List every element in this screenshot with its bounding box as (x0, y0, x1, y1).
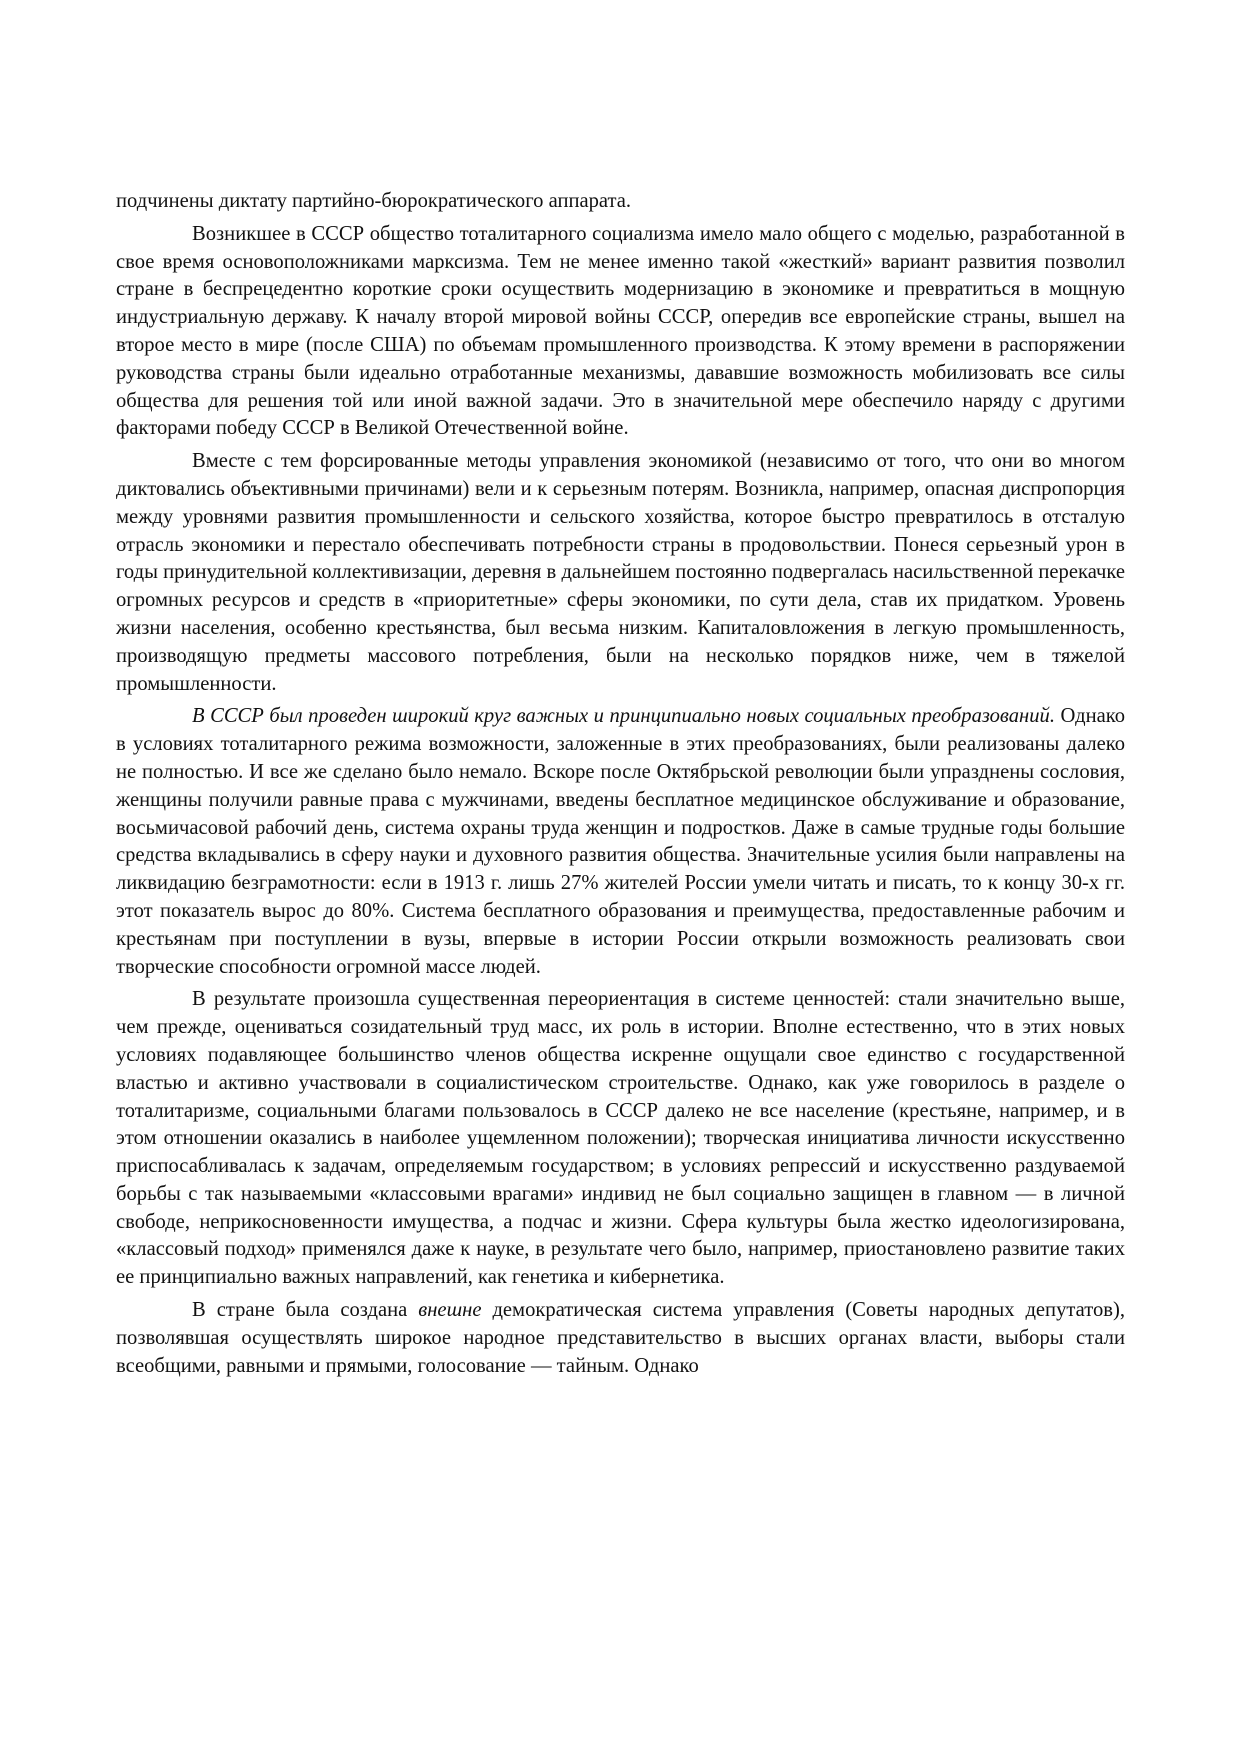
paragraph-text: Вместе с тем форсированные методы управления экономикой (независимо от того, что они во многом диктовались объективными причинами) вели и к серьезным потерям. Возникла, например, опасная диспропорция между уровнями развития промышленности и сельского хозяйства, которое быстро превратилось в отсталую отрасль экономики и перестало обеспечивать потребности страны в продовольствии. Понеся серьезный урон в годы принудительной коллективизации, деревня в дальнейшем постоянно подвергалась насильственной перекачке огромных ресурсов и средств в «приоритетные» сферы экономики, по сути дела, став их придатком. Уровень жизни населения, особенно крестьянства, был весьма низким. Капиталовложения в легкую промышленность, производящую предметы массового потребления, были на несколько порядков ниже, чем в тяжелой промышленности. (116, 450, 1125, 695)
paragraph-text: Возникшее в СССР общество тоталитарного социализма имело мало общего с моделью, разработанной в свое время основоположниками марксизма. Тем не менее именно такой «жесткий» вариант развития позволил стране в беспрецедентно короткие сроки осуществить модернизацию в экономике и превратиться в мощную индустриальную державу. К началу второй мировой войны СССР, опередив все европейские страны, вышел на второе место в мире (после США) по объемам промышленного производства. К этому времени в распоряжении руководства страны были идеально отработанные механизмы, дававшие возможность мобилизовать все силы общества для решения той или иной важной задачи. Это в значительной мере обеспечило наряду с другими факторами победу СССР в Великой Отечественной войне. (116, 222, 1125, 440)
paragraph-social-reforms (116, 703, 1125, 981)
paragraph-values (116, 986, 1125, 1292)
paragraph-text: Однако в условиях тоталитарного режима возможности, заложенные в этих преобразованиях, были реализованы далеко не полностью. И все же сделано было немало. Вскоре после Октябрьской революции были упразднены сословия, женщины получили равные права с мужчинами, введены бесплатное медицинское обслуживание и образование, восьмичасовой рабочий день, система охраны труда женщин и подростков. Даже в самые трудные годы большие средства вкладывались в сферу науки и духовного развития общества. Значительные усилия были направлены на ликвидацию безграмотности: если в 1913 г. лишь 27% жителей России умели читать и писать, то к концу 30-х гг. этот показатель вырос до 80%. Система бесплатного образования и преимущества, предоставленные рабочим и крестьянам при поступлении в вузы, впервые в истории России открыли возможность реализовать свои творческие способности огромной массе людей. (116, 705, 1125, 978)
italic-word: внешне (418, 1299, 482, 1322)
paragraph-governance (116, 1297, 1125, 1380)
paragraph-text: демократическая система управления (Советы народных депутатов), позволявшая осуществлять широкое народное представительство в высших органах власти, выборы стали всеобщими, равными и прямыми, голосование — тайным. Однако (116, 1299, 1125, 1377)
paragraph-modernization (116, 221, 1125, 443)
italic-lead-sentence: В СССР был проведен широкий круг важных и принципиально новых социальных преобразований. (192, 705, 1055, 728)
paragraph-text: В стране была создана (192, 1299, 419, 1322)
paragraph-text: подчинены диктату партийно-бюрократического аппарата. (116, 190, 632, 212)
paragraph-text: В результате произошла существенная переориентация в системе ценностей: стали значительно выше, чем прежде, оцениваться созидательный труд масс, их роль в истории. Вполне естественно, что в этих новых условиях подавляющее большинство членов общества искренне ощущали свое единство с государственной властью и активно участвовали в социалистическом строительстве. Однако, как уже говорилось в разделе о тоталитаризме, социальными благами пользовалось в СССР далеко не все население (крестьяне, например, и в этом отношении оказались в наиболее ущемленном положении); творческая инициатива личности искусственно приспосабливалась к задачам, определяемым государством; в условиях репрессий и искусственно раздуваемой борьбы с так называемыми «классовыми врагами» индивид не был социально защищен в главном — в личной свободе, неприкосновенности имущества, а подчас и жизни. Сфера культуры была жестко идеологизирована, «классовый подход» применялся даже к науке, в результате чего было, например, приостановлено развитие таких ее принципиально важных направлений, как генетика и кибернетика. (116, 988, 1125, 1289)
document-body (116, 188, 1125, 1385)
paragraph-economy-losses (116, 448, 1125, 698)
paragraph-continuation (116, 188, 1125, 216)
